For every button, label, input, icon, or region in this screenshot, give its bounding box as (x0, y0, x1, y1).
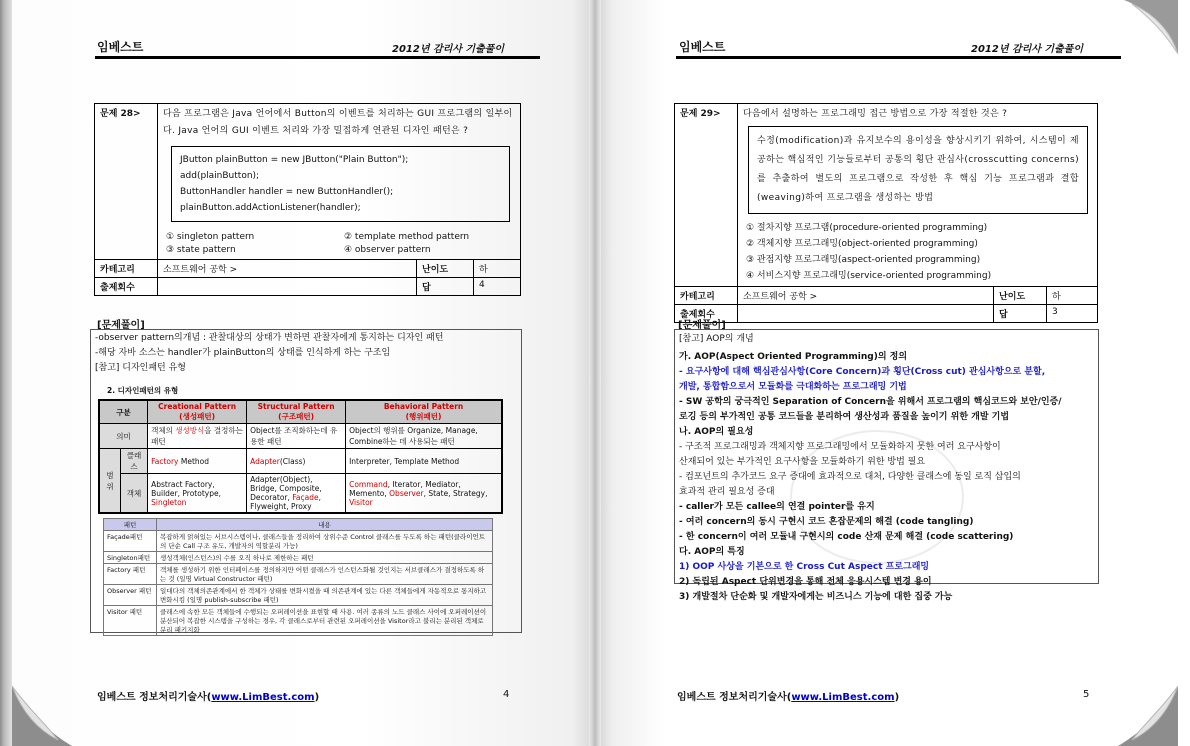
solution-line: 가. AOP(Aspect Oriented Programming)의 정의 (679, 352, 908, 362)
solution-line: 개발, 통합함으로서 모듈화를 극대화하는 프로그래밍 기법 (679, 382, 907, 392)
header-rule (676, 56, 1121, 59)
solution-line: 1) OOP 사상을 기본으로 한 Cross Cut Aspect 프로그래밍 (679, 562, 930, 572)
solution-line: 효과적 관리 필요성 증대 (679, 487, 775, 497)
count-value (158, 278, 417, 296)
question-body (738, 104, 1098, 287)
table-row (104, 606, 493, 636)
pt-cell: Object를 조직화하는데 유용한 패턴 (247, 424, 346, 449)
pt-header-cell: Creational Pattern (생성패턴) (148, 400, 247, 424)
answer-label: 답 (417, 278, 474, 296)
question-28-table (94, 103, 521, 296)
option-3: ③ 관점지향 프로그래밍(aspect-oriented programming) (746, 255, 981, 265)
answer-value: 4 (474, 278, 521, 296)
option-1: ① singleton pattern (166, 232, 255, 242)
table-row (104, 552, 493, 564)
pd-cell: 클래스에 속한 모든 객체들에 수행되는 오퍼레이션을 표현할 때 사용. 여러 종류의 노드 클래스 사이에 오퍼레이션이 분산되어 복잡한 시스템을 구성하는 경우, 각 클래스로부터 관련된 오퍼레이션을 Visitor라고 불리는 분리된 객체로 분리 패키지화 (157, 606, 493, 636)
option-2: ② template method pattern (344, 232, 470, 242)
table-row (104, 564, 493, 585)
figure-title: 2. 디자인패턴의 유형 (107, 386, 179, 395)
question-stem: 다음 프로그램은 Java 언어에서 Button의 이벤트를 처리하는 GUI 프로그램의 일부이다. Java 언어의 GUI 이벤트 처리와 가장 밀접하게 연관된 디자인 패턴은 ? (163, 109, 513, 136)
category-label: 카테고리 (675, 287, 738, 305)
header-brand: 임베스트 (97, 40, 144, 54)
header-exam-title: 2012년 감리사 기출풀이 (392, 44, 505, 55)
difficulty-value: 하 (474, 260, 521, 278)
page-curl-icon (12, 686, 72, 746)
pattern-types-table (98, 399, 503, 514)
solution-ref: [참고] AOP의 개념 (679, 334, 754, 344)
code-line: add(plainButton); (180, 171, 260, 181)
pt-cell: Adapter(Class) (247, 449, 346, 474)
description-box: 수정(modification)과 유지보수의 용이성을 향상시키기 위하여, 시스템이 제공하는 핵심적인 기능들로부터 공통의 횡단 관심사(crosscutting concerns)를 추출하여 별도의 프로그램으로 작성한 후 핵심 기능 프로그램과 결합(weaving)하여 프로그램을 생성하는 방법 (748, 126, 1088, 214)
page-curl-icon (1124, 0, 1178, 54)
solution-line: -해당 자바 소스는 handler가 plainButton의 상태를 인식하게 하는 구조임 (95, 348, 391, 358)
pattern-detail-table (103, 518, 493, 636)
category-label: 카테고리 (95, 260, 158, 278)
code-line: ButtonHandler handler = new ButtonHandler(); (180, 187, 394, 197)
solution-line: [참고] 디자인패턴 유형 (95, 363, 186, 373)
page-curl-icon (1118, 686, 1178, 746)
header-exam-title: 2012년 감리사 기출풀이 (971, 44, 1084, 55)
option-2: ② 객체지향 프로그래밍(object-oriented programming) (746, 239, 978, 249)
pt-object-label: 객체 (121, 474, 148, 514)
page-number: 5 (1083, 689, 1090, 700)
pt-cell: Interpreter, Template Method (346, 449, 502, 474)
question-label: 문제 28> (95, 104, 158, 260)
count-label: 출제회수 (95, 278, 158, 296)
pd-cell: 생성객체(인스턴스)의 수를 오직 하나로 제한하는 패턴 (157, 552, 493, 564)
pd-cell: Factory 패턴 (104, 564, 157, 585)
pt-cell: Object의 행위를 Organize, Manage, Combine하는 데 사용되는 패턴 (346, 424, 502, 449)
pd-cell: 일대다의 객체의존관계에서 한 객체가 상태를 변화시켰을 때 의존관계에 있는 다른 객체들에게 자동적으로 통지하고 변화시킴 (일명 publish-subscribe 패턴) (157, 585, 493, 606)
solution-line: - 한 concern이 여러 모듈내 구현시의 code 산재 문제 해결 (code scattering) (679, 532, 1014, 542)
question-body (158, 104, 521, 260)
header-brand: 임베스트 (679, 40, 726, 54)
pt-scope-label: 범위 (99, 449, 121, 514)
table-row (104, 531, 493, 552)
pt-header-cell: 구분 (99, 400, 148, 424)
category-value: 소프트웨어 공학 > (738, 287, 994, 305)
question-29-table (674, 103, 1098, 323)
solution-line: - 컴포넌트의 추가코드 요구 증대에 효과적으로 대처, 다양한 클래스에 동일 로직 삽입의 (679, 472, 1021, 482)
code-box (171, 146, 510, 222)
question-label: 문제 29> (675, 104, 738, 287)
code-line: JButton plainButton = new JButton("Plain Button"); (180, 155, 409, 165)
solution-heading: [문제풀이] (97, 320, 145, 331)
option-4: ④ 서비스지향 프로그래밍(service-oriented programming) (746, 271, 992, 281)
solution-line: - 요구사항에 대해 핵심관심사항(Core Concern)과 횡단(Cross cut) 관심사항으로 분할, (679, 367, 1046, 377)
pd-cell: 객체를 생성하기 위한 인터페이스를 정의하지만 어떤 클래스가 인스턴스화될 것인지는 서브클래스가 결정하도록 하는 것 (일명 Virtual Constructor 패턴) (157, 564, 493, 585)
solution-box (674, 329, 1099, 602)
difficulty-value: 하 (1047, 287, 1098, 305)
pt-header-cell: Structural Pattern (구조패턴) (247, 400, 346, 424)
pt-class-label: 클래스 (121, 449, 148, 474)
count-value (738, 305, 994, 323)
solution-line: 로깅 등의 부가적인 공통 코드들을 분리하여 생산성과 품질을 높이기 위한 개발 기법 (679, 412, 1010, 422)
solution-line: -observer pattern의개념 : 관찰대상의 상태가 변하면 관찰자에게 통지하는 디자인 패턴 (95, 333, 444, 343)
pt-header-cell: Behavioral Pattern (행위패턴) (346, 400, 502, 424)
footer-link[interactable]: www.LimBest.com (791, 692, 895, 703)
pd-cell: Singleton패턴 (104, 552, 157, 564)
option-3: ③ state pattern (166, 245, 236, 255)
pd-cell: Observer 패턴 (104, 585, 157, 606)
answer-options (166, 232, 515, 255)
solution-heading: [문제풀이] (678, 320, 726, 331)
answer-label: 답 (994, 305, 1047, 323)
page-number: 4 (503, 689, 510, 700)
solution-line: - caller가 모든 callee의 연결 pointer를 유지 (679, 502, 875, 512)
table-row (104, 585, 493, 606)
pd-header-cell: 내용 (157, 519, 493, 531)
pd-header-cell: 패턴 (104, 519, 157, 531)
solution-line: - 구조적 프로그래밍과 객체지향 프로그래밍에서 모듈화하지 못한 여러 요구사항이 (679, 442, 1001, 452)
difficulty-label: 난이도 (417, 260, 474, 278)
solution-line: - 여러 concern의 동시 구현시 코드 혼잡문제의 해결 (code tangling) (679, 517, 974, 527)
pt-cell: 객체의 생성방식을 결정하는 패턴 (148, 424, 247, 449)
solution-line: 나. AOP의 필요성 (679, 427, 754, 437)
solution-line: 2) 독립된 Aspect 단위변경을 통해 전체 응용시스템 변경 용이 (679, 577, 932, 587)
code-line: plainButton.addActionListener(handler); (180, 203, 361, 213)
page-gutter (589, 0, 601, 746)
solution-lines (675, 350, 1098, 605)
pt-cell: Abstract Factory, Builder, Prototype, Singleton (148, 474, 247, 514)
question-stem: 다음에서 설명하는 프로그래밍 접근 방법으로 가장 적절한 것은 ? (743, 109, 1008, 119)
answer-options (743, 220, 1092, 284)
footer-link[interactable]: www.LimBest.com (211, 692, 315, 703)
option-1: ① 절차지향 프로그램(procedure-oriented programming) (746, 223, 988, 233)
count-label: 출제회수 (675, 305, 738, 323)
category-value: 소프트웨어 공학 > (158, 260, 417, 278)
solution-line: - SW 공학의 궁극적인 Separation of Concern을 위해서 프로그램의 핵심코드와 보안/인증/ (679, 397, 1062, 407)
pd-cell: Façade패턴 (104, 531, 157, 552)
pd-cell: Visitor 패턴 (104, 606, 157, 636)
pd-cell: 복잡하게 얽혀있는 서브시스템이나, 클래스들을 정리하여 상위수준 Control 클래스를 두도록 하는 패턴(클라이언트의 단순 Call 구조 유도, 개발자의 역할분리 가능) (157, 531, 493, 552)
footer: 임베스트 정보처리기술사(www.LimBest.com) (677, 692, 900, 703)
pt-cell: Command, Iterator, Mediator, Memento, Observer, State, Strategy, Visitor (346, 474, 502, 514)
solution-line: 3) 개발절차 단순화 및 개발자에게는 비즈니스 기능에 대한 집중 가능 (679, 592, 953, 602)
pt-cell: Adapter(Object), Bridge, Composite, Decorator, Façade, Flyweight, Proxy (247, 474, 346, 514)
solution-box (90, 329, 522, 633)
pt-cell: Factory Method (148, 449, 247, 474)
solution-line: 산재되어 있는 부가적인 요구사항을 모듈화하기 위한 방법 필요 (679, 457, 926, 467)
header-rule (95, 56, 540, 59)
footer: 임베스트 정보처리기술사(www.LimBest.com) (97, 692, 320, 703)
pt-meaning-label: 의미 (99, 424, 148, 449)
option-4: ④ observer pattern (344, 245, 431, 255)
solution-line: 다. AOP의 특징 (679, 547, 745, 557)
difficulty-label: 난이도 (994, 287, 1047, 305)
answer-value: 3 (1047, 305, 1098, 323)
